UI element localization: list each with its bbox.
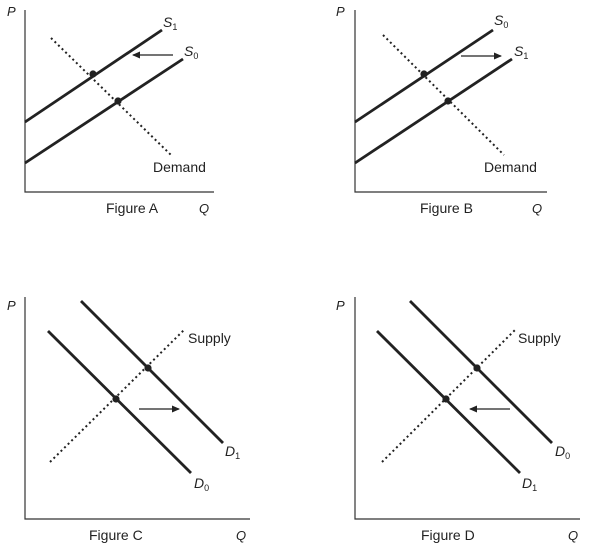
- figure-b-equilibrium-point-1: [444, 97, 451, 104]
- figure-a-p-label: P: [7, 4, 16, 19]
- figure-d-equilibrium-point-1: [442, 395, 449, 402]
- figure-d-caption: Figure D: [421, 527, 475, 543]
- figure-a-s1-label: $S_1$: [163, 14, 178, 32]
- figure-c-d0-curve: [48, 331, 191, 473]
- figure-c-supply-label: Supply: [188, 330, 231, 346]
- figure-d-q-label: Q: [568, 528, 579, 543]
- figure-d-supply-label: Supply: [518, 330, 561, 346]
- figure-b-q-label: Q: [532, 201, 543, 216]
- figure-d-supply-curve: [382, 329, 516, 462]
- figure-c: [7, 297, 250, 543]
- figure-d: [336, 297, 580, 543]
- figure-c-d1-curve: [81, 301, 223, 443]
- figure-b-s1-curve: [355, 59, 512, 163]
- figure-b-s0-label: $S_0$: [494, 12, 509, 30]
- figure-c-d1-label: $D_1$: [225, 443, 241, 461]
- figure-a-s0-label: $S_0$: [184, 43, 199, 61]
- figure-c-equilibrium-point-1: [144, 364, 151, 371]
- figure-a-equilibrium-point-0: [114, 97, 121, 104]
- figure-a: [7, 4, 214, 216]
- figure-c-q-label: Q: [236, 528, 247, 543]
- figure-a-caption: Figure A: [106, 200, 159, 216]
- figure-c-equilibrium-point-0: [112, 395, 119, 402]
- figure-c-caption: Figure C: [89, 527, 143, 543]
- figure-b-equilibrium-point-0: [420, 70, 427, 77]
- figure-a-s0-curve: [25, 59, 183, 163]
- figure-a-demand-label: Demand: [153, 159, 206, 175]
- figure-b-s1-label: $S_1$: [514, 43, 529, 61]
- figure-a-equilibrium-point-1: [89, 70, 96, 77]
- figure-c-d0-label: $D_0$: [194, 475, 210, 493]
- figure-b-caption: Figure B: [420, 200, 473, 216]
- figure-d-equilibrium-point-0: [473, 364, 480, 371]
- figure-b-p-label: P: [336, 4, 345, 19]
- figure-b-demand-label: Demand: [484, 159, 537, 175]
- figure-b-demand-curve: [383, 35, 504, 155]
- figure-c-p-label: P: [7, 298, 16, 313]
- figure-a-q-label: Q: [199, 201, 210, 216]
- figure-b: [336, 4, 547, 216]
- figure-d-d0-curve: [410, 301, 552, 443]
- figure-d-d0-label: $D_0$: [555, 443, 571, 461]
- figure-c-supply-curve: [50, 329, 185, 462]
- figure-d-p-label: P: [336, 298, 345, 313]
- figure-d-d1-label: $D_1$: [522, 475, 538, 493]
- figure-d-d1-curve: [377, 331, 520, 473]
